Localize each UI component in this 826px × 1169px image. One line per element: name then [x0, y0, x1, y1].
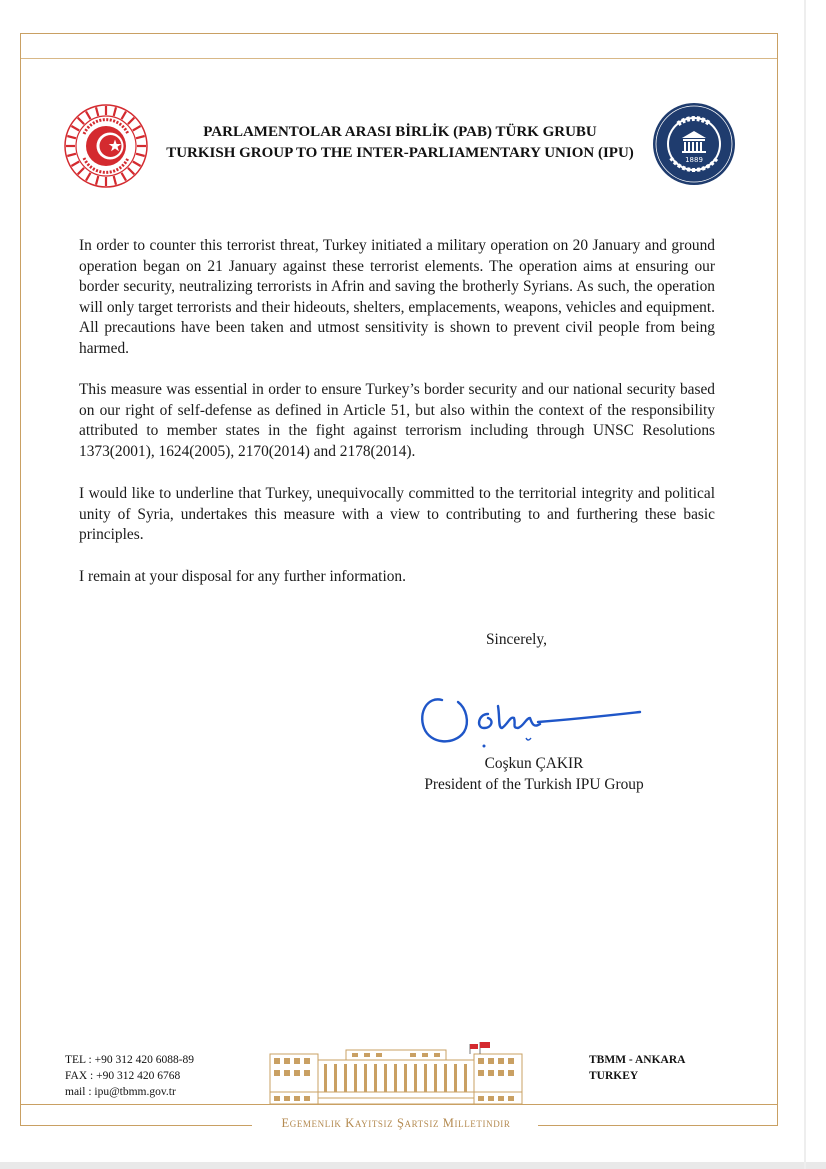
body-paragraph-4: I remain at your disposal for any further information.	[79, 568, 406, 585]
page-border-right	[777, 33, 778, 1126]
page-border-left	[20, 33, 21, 1126]
contact-mail: mail : ipu@tbmm.gov.tr	[65, 1086, 176, 1098]
address-country: TURKEY	[589, 1070, 639, 1082]
address-city: TBMM - ANKARA	[589, 1054, 686, 1066]
letterhead-title-tr: PARLAMENTOLAR ARASI BİRLİK (PAB) TÜRK GRUBU	[203, 124, 597, 140]
motto-rule-left	[20, 1125, 252, 1126]
signature-icon	[414, 688, 646, 752]
closing-salutation: Sincerely,	[486, 631, 547, 648]
page-border-top	[20, 33, 778, 34]
motto-text: Egemenlik Kayıtsız Şartsız Milletindir	[281, 1116, 511, 1130]
scan-edge-right	[804, 0, 806, 1169]
parliament-building-icon	[268, 1040, 524, 1108]
address-info	[589, 1052, 685, 1084]
page-border-inner	[20, 58, 778, 59]
body-paragraph-2: This measure was essential in order to ensure Turkey’s border security and our national security based on our right of self-defense as defined in Article 51, but also within the context of the responsibility attributed to member states in the fight against terrorism including through UNSC Resolutions 1373(2001), 1624(2005), 2170(2014) and 2178(2014).	[79, 381, 715, 460]
signer-title: President of the Turkish IPU Group	[424, 776, 644, 793]
body-paragraph-1: In order to counter this terrorist threat, Turkey initiated a military operation on 20 January and ground operation began on 21 January against these terrorist elements. The operation aims at ensuring our border security, neutralizing terrorists in Afrin and saving the brotherly Syrians. As such, the operation will only target terrorists and their hideouts, shelters, emplacements, weapons, vehicles and equipment. All precautions have been taken and utmost sensitivity is shown to prevent civil people from being harmed.	[79, 237, 715, 357]
scan-edge	[0, 1162, 826, 1169]
letterhead-title	[150, 122, 650, 164]
footer-motto	[0, 1116, 826, 1136]
contact-fax: FAX : +90 312 420 6768	[65, 1070, 181, 1082]
contact-tel: TEL : +90 312 420 6088-89	[65, 1054, 195, 1066]
body-paragraph-3: I would like to underline that Turkey, unequivocally committed to the territorial integrity and political unity of Syria, undertakes this measure with a view to contributing to and furthering these basic principles.	[79, 485, 715, 544]
ipu-seal-icon	[652, 102, 736, 186]
letterhead-title-en: TURKISH GROUP TO THE INTER-PARLIAMENTARY UNION (IPU)	[166, 145, 634, 161]
ipu-seal-year: 1889	[685, 156, 703, 164]
crescent-star-seal-icon	[64, 104, 148, 188]
contact-info	[65, 1052, 194, 1100]
motto-rule-right	[538, 1125, 778, 1126]
signer-name: Coşkun ÇAKIR	[484, 755, 584, 772]
